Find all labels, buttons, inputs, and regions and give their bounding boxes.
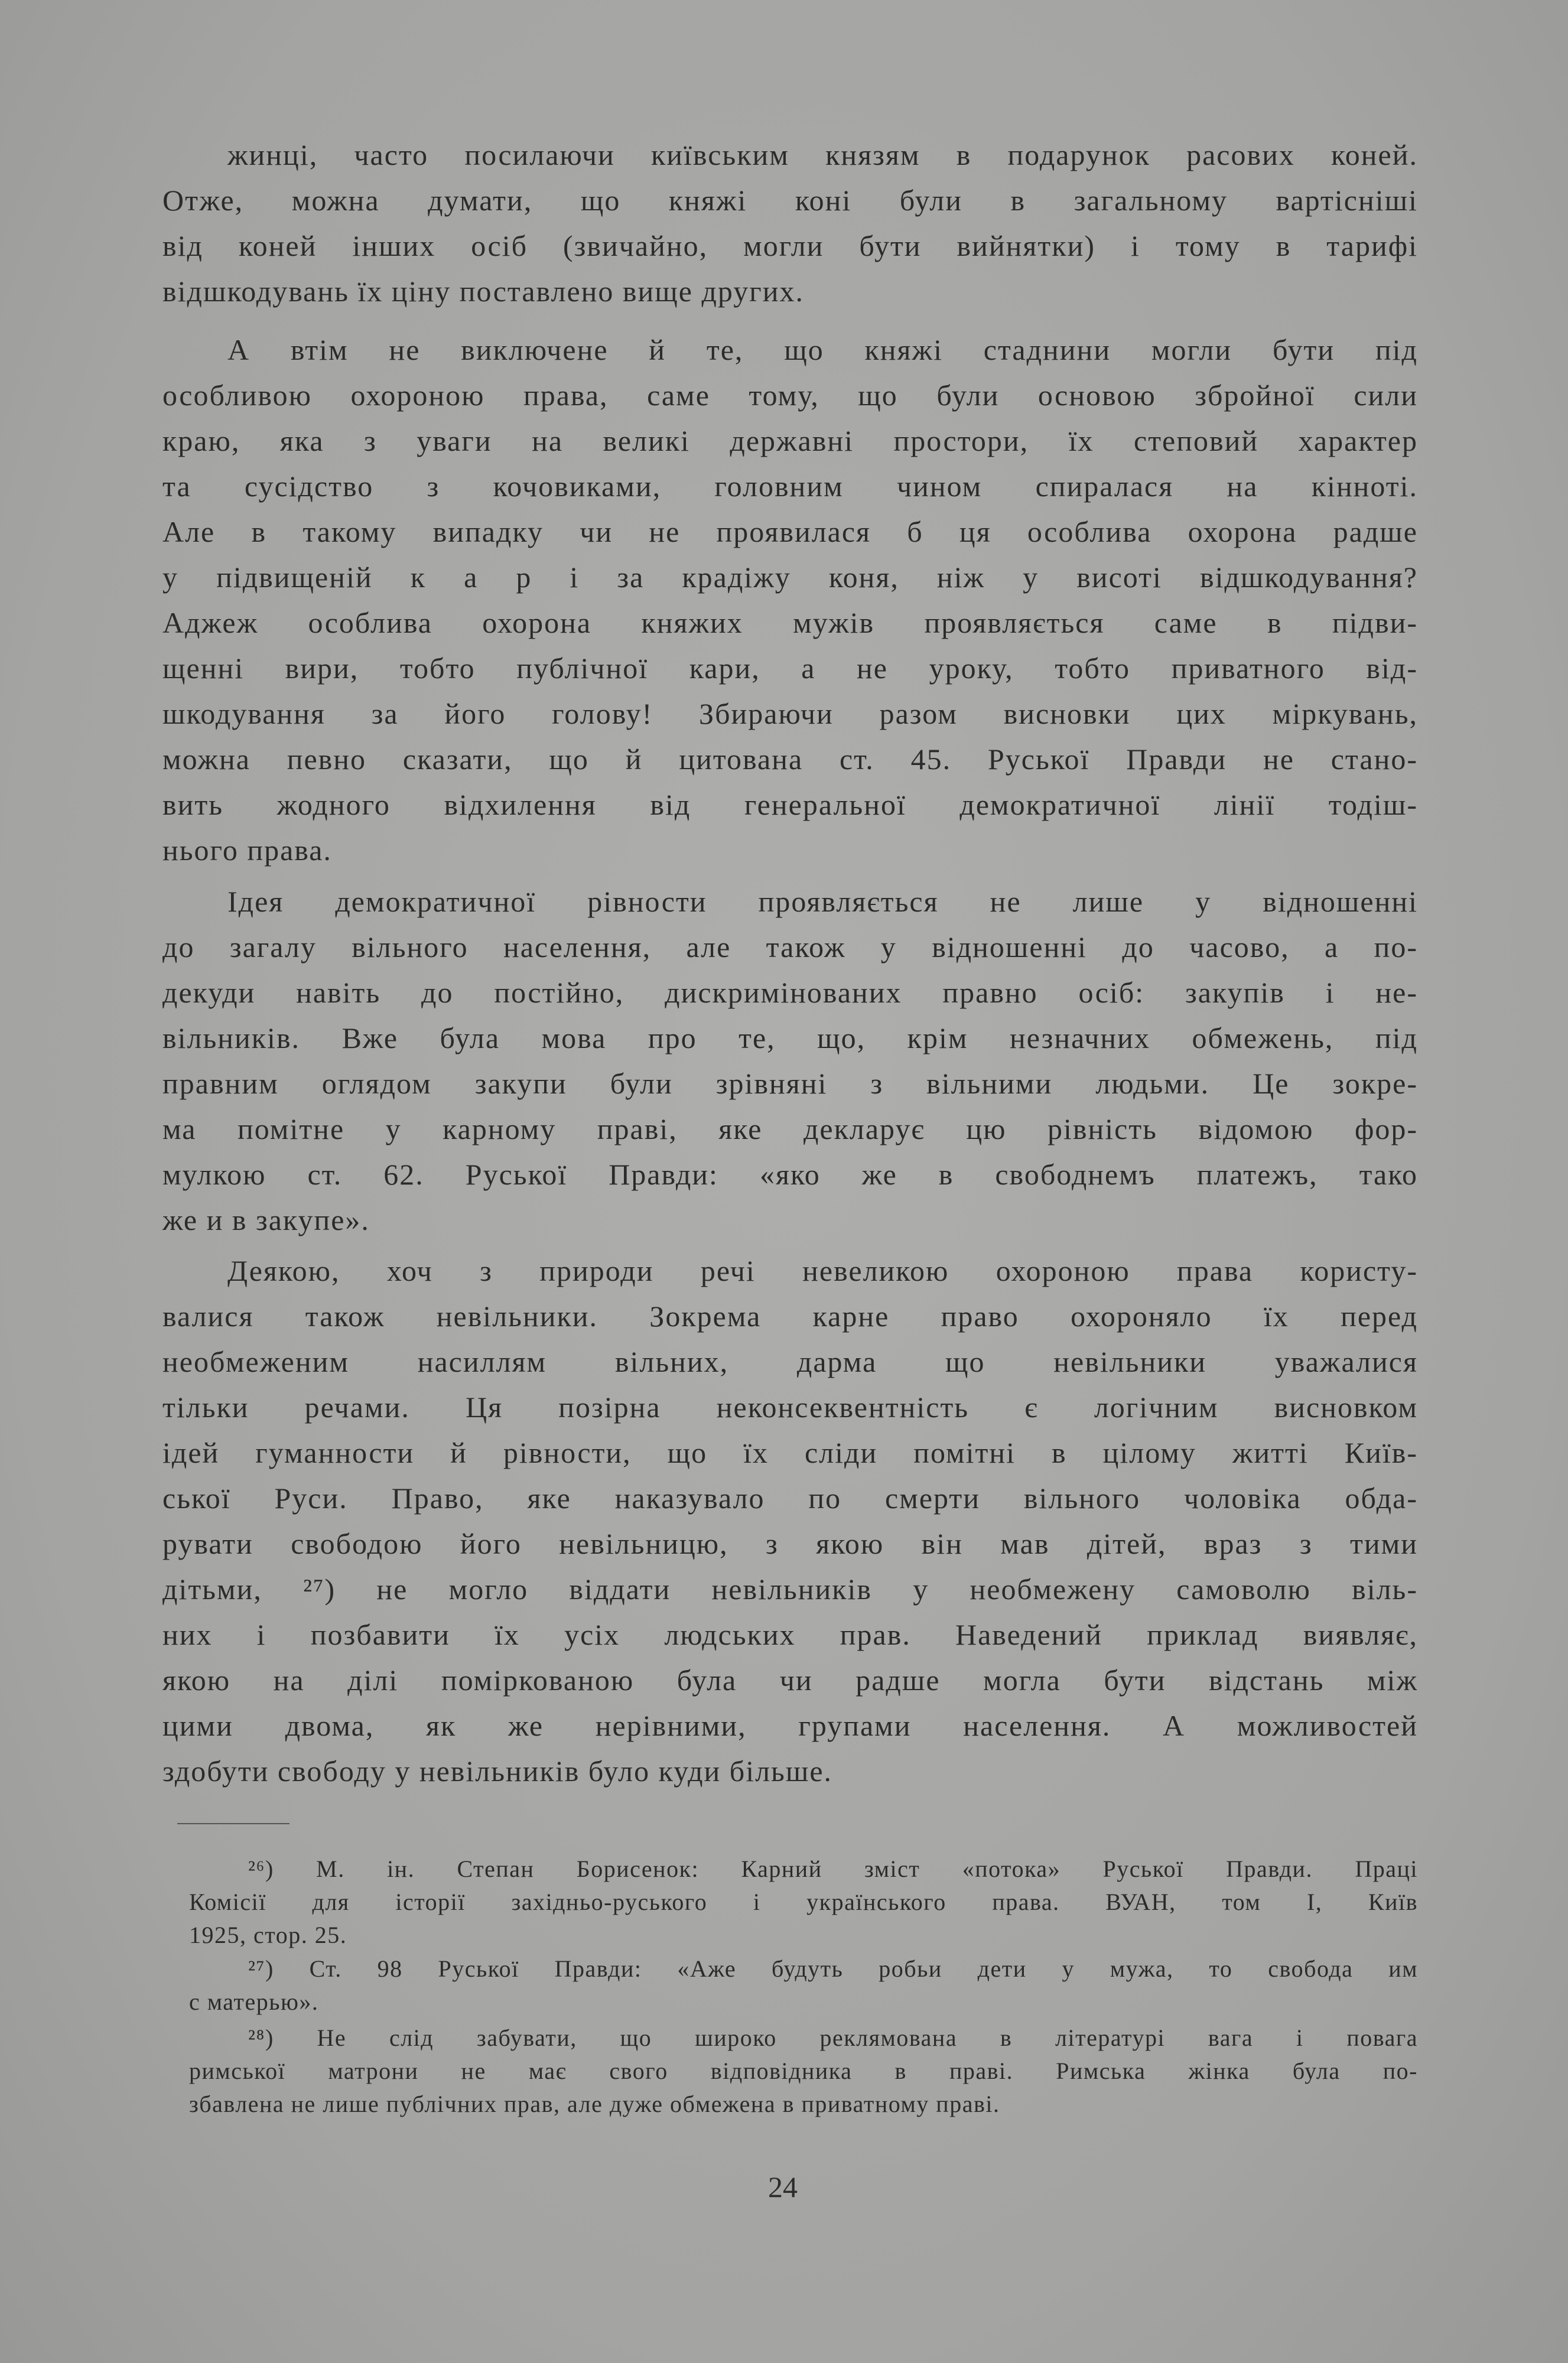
text-line: якою на ділі поміркованою була чи радше могла бути відстань між [162, 1664, 1418, 1697]
text-line: же и в закупе». [162, 1203, 370, 1236]
text-line: шкодування за його голову! Збираючи разом висновки цих міркувань, [162, 697, 1418, 730]
text-line: цими двома, як же нерівними, групами населення. А можливостей [162, 1709, 1418, 1742]
paragraph-4 [162, 1248, 1418, 1794]
footnote-28 [189, 2022, 1418, 2121]
text-line: від коней інших осіб (звичайно, могли бути вийнятки) і тому в тарифі [162, 229, 1418, 262]
text-line: тільки речами. Ця позірна неконсеквентність є логічним висновком [162, 1391, 1418, 1424]
text-line: Ідея демократичної рівности проявляється не лише у відношенні [227, 885, 1418, 918]
text-line: та сусідство з кочовиками, головним чином спиралася на кінноті. [162, 470, 1418, 503]
footnote-line: римської матрони не має свого відповідника в праві. Римська жінка була по- [189, 2058, 1418, 2084]
text-line: мулкою ст. 62. Руської Правди: «яко же в свободнемъ платежъ, тако [162, 1158, 1418, 1191]
footnote-27 [189, 1952, 1418, 2019]
text-line: ма помітне у карному праві, яке декларує цю рівність відомою фор- [162, 1112, 1418, 1145]
text-line: правним оглядом закупи були зрівняні з вільними людьми. Це зокре- [162, 1067, 1418, 1100]
text-line: Деякою, хоч з природи речі невеликою охороною права користу- [227, 1254, 1418, 1287]
footnote-line: с матерью». [189, 1988, 319, 2015]
paragraph-1 [162, 132, 1418, 314]
text-line: А втім не виключене й те, що княжі стаднини могли бути під [227, 333, 1418, 366]
text-line: дітьми, ²⁷) не могло віддати невільників у необмежену самоволю віль- [162, 1573, 1418, 1606]
text-line: Аджеж особлива охорона княжих мужів проявляється саме в підви- [162, 606, 1418, 639]
text-line: них і позбавити їх усіх людських прав. Наведений приклад виявляє, [162, 1618, 1418, 1651]
text-line: ської Руси. Право, яке наказувало по смерти вільного чоловіка обда- [162, 1482, 1418, 1515]
text-line: здобути свободу у невільників було куди більше. [162, 1755, 833, 1788]
footnote-line: ²⁶) М. ін. Степан Борисенок: Карний зміст «потока» Руської Правди. Праці [248, 1856, 1418, 1882]
footnote-line: ²⁸) Не слід забувати, що широко реклямована в літературі вага і повага [248, 2025, 1418, 2051]
text-line: краю, яка з уваги на великі державні простори, їх степовий характер [162, 424, 1418, 457]
text-line: особливою охороною права, саме тому, що були основою збройної сили [162, 379, 1418, 412]
footnote-26 [189, 1853, 1418, 1952]
text-line: вить жодного відхилення від генеральної демократичної лінії тодіш- [162, 788, 1418, 821]
footnote-line: Комісії для історії західньо-руського і українського права. ВУАН, том І, Київ [189, 1889, 1418, 1915]
text-line: Але в такому випадку чи не проявилася б ця особлива охорона радше [162, 515, 1418, 548]
text-line: відшкодувань їх ціну поставлено вище других. [162, 275, 804, 308]
footnote-line: 1925, стор. 25. [189, 1922, 347, 1948]
text-line: валися також невільники. Зокрема карне право охороняло їх перед [162, 1300, 1418, 1333]
paragraph-3 [162, 879, 1418, 1243]
text-line: можна певно сказати, що й цитована ст. 45. Руської Правди не стано- [162, 743, 1418, 776]
paragraph-2 [162, 327, 1418, 873]
text-line: жинці, часто посилаючи київським князям в подарунок расових коней. [227, 138, 1418, 171]
footnote-divider [177, 1823, 289, 1824]
footnote-line: збавлена не лише публічних прав, але дуже обмежена в приватному праві. [189, 2091, 1000, 2117]
text-line: щенні вири, тобто публічної кари, а не уроку, тобто приватного від- [162, 652, 1418, 685]
text-line: до загалу вільного населення, але також у відношенні до часово, а по- [162, 930, 1418, 964]
text-line: ідей гуманности й рівности, що їх сліди помітні в цілому житті Київ- [162, 1436, 1418, 1469]
text-line: вільників. Вже була мова про те, що, крім незначних обмежень, під [162, 1021, 1418, 1054]
text-line: Отже, можна думати, що княжі коні були в загальному вартісніші [162, 184, 1418, 217]
text-line: у підвищеній к а р і за крадіжу коня, ніж у висоті відшкодування? [162, 561, 1418, 594]
text-line: декуди навіть до постійно, дискримінованих правно осіб: закупів і не- [162, 976, 1418, 1009]
text-line: рувати свободою його невільницю, з якою він мав дітей, враз з тими [162, 1527, 1418, 1560]
text-line: необмеженим насиллям вільних, дарма що невільники уважалися [162, 1345, 1418, 1378]
text-line: нього права. [162, 834, 332, 867]
page-number: 24 [768, 2170, 798, 2203]
footnote-line: ²⁷) Ст. 98 Руської Правди: «Аже будуть робьи дети у мужа, то свобода им [248, 1955, 1418, 1982]
